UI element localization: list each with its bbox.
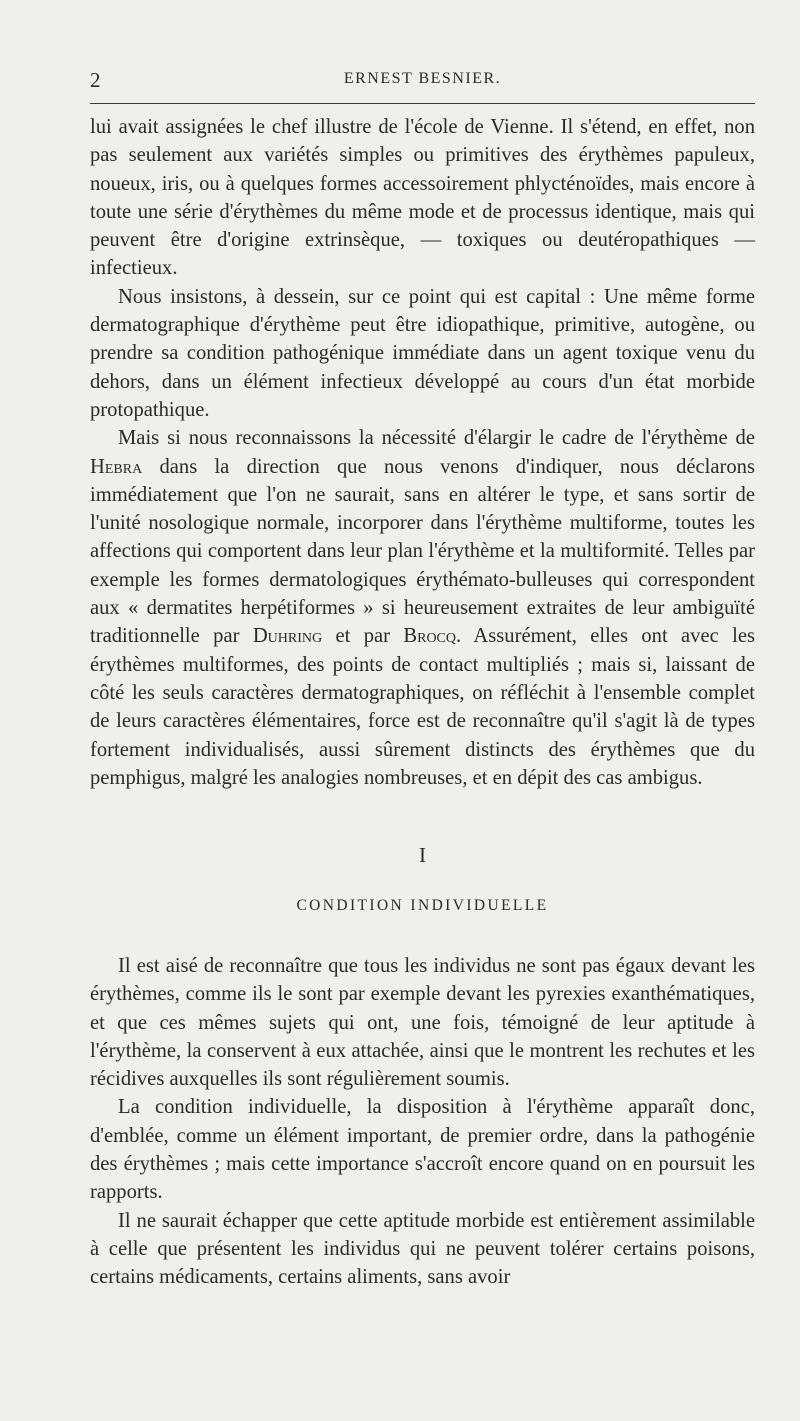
section-title: CONDITION INDIVIDUELLE <box>296 897 549 914</box>
author-name-hebra: Hebra <box>90 455 143 478</box>
page-number: 2 <box>90 68 101 92</box>
paragraph: Il est aisé de reconnaître que tous les individus ne sont pas égaux devant les érythèmes, comme ils le sont par exemple devant les pyrexies exanthématiques, et que ces mêmes sujets qui ont, une fois, témoigné de leur aptitude à l'érythème, la conservent à eux attachée, ainsi que le montrent les rechutes et les récidives auxquelles ils sont régulièrement soumis. <box>90 955 755 1091</box>
paragraph: Nous insistons, à dessein, sur ce point qui est capital : Une même forme dermatographique d'érythème peut être idiopathique, primitive, autogène, ou prendre sa condition pathogénique immédiate dans un agent toxique venu du dehors, dans un élément infectieux développé au cours d'un état morbide protopathique. <box>90 285 755 421</box>
paragraph: La condition individuelle, la disposition à l'érythème apparaît donc, d'emblée, comme un élément important, de premier ordre, dans la pathogénie des érythèmes ; mais cette importance s'accroît encore quand on en poursuit les rapports. <box>90 1096 755 1204</box>
text-run: dans la direction que nous venons d'indiquer, nous déclarons immédiatement que l'on ne saurait, sans en altérer le type, et sans sortir de l'unité nosologique normale, incorporer dans l'érythème multiforme, toutes les affections qui comportent dans leur plan l'érythème et la multiformité. Telles par exemple les formes dermatologiques érythémato-bulleuses qui correspondent aux « dermatites herpétiformes » si heureusement extraites de leur ambiguïté traditionnelle par <box>90 455 755 648</box>
body-text <box>90 113 755 792</box>
author-name-brocq: Brocq <box>403 625 457 648</box>
text-run: Mais si nous reconnaissons la nécessité d'élargir le cadre de l'érythème de <box>118 427 755 450</box>
author-name-duhring: Duhring <box>252 625 323 648</box>
section-body-text <box>90 952 755 1292</box>
header-rule <box>90 103 755 104</box>
paragraph <box>90 424 755 792</box>
section-number: I <box>419 843 426 867</box>
text-run: . Assurément, elles ont avec les érythèmes multiformes, des points de contact multipliés ; mais si, laissant de côté les seuls caractères dermatographiques, on réfléchit à l'ensemble complet de leurs caractères élémentaires, force est de reconnaître qu'il s'agit là de types fortement individualisés, aussi sûrement distincts des érythèmes que du pemphigus, malgré les analogies nombreuses, et en dépit des cas ambigus. <box>90 625 755 789</box>
paragraph: lui avait assignées le chef illustre de l'école de Vienne. Il s'étend, en effet, non pas seulement aux variétés simples ou primitives des érythèmes papuleux, noueux, iris, ou à quelques formes accessoirement phlycténoïdes, mais encore à toute une série d'érythèmes du même mode et de processus identique, mais qui peuvent être d'origine extrinsèque, — toxiques ou deutéropathiques — infectieux. <box>90 116 755 280</box>
paragraph: Il ne saurait échapper que cette aptitude morbide est entièrement assimilable à celle que présentent les individus qui ne peuvent tolérer certains poisons, certains médicaments, certains aliments, sans avoir <box>90 1209 755 1289</box>
running-head: ERNEST BESNIER. <box>343 70 502 87</box>
page-header <box>90 68 755 98</box>
text-run: et par <box>322 625 404 648</box>
